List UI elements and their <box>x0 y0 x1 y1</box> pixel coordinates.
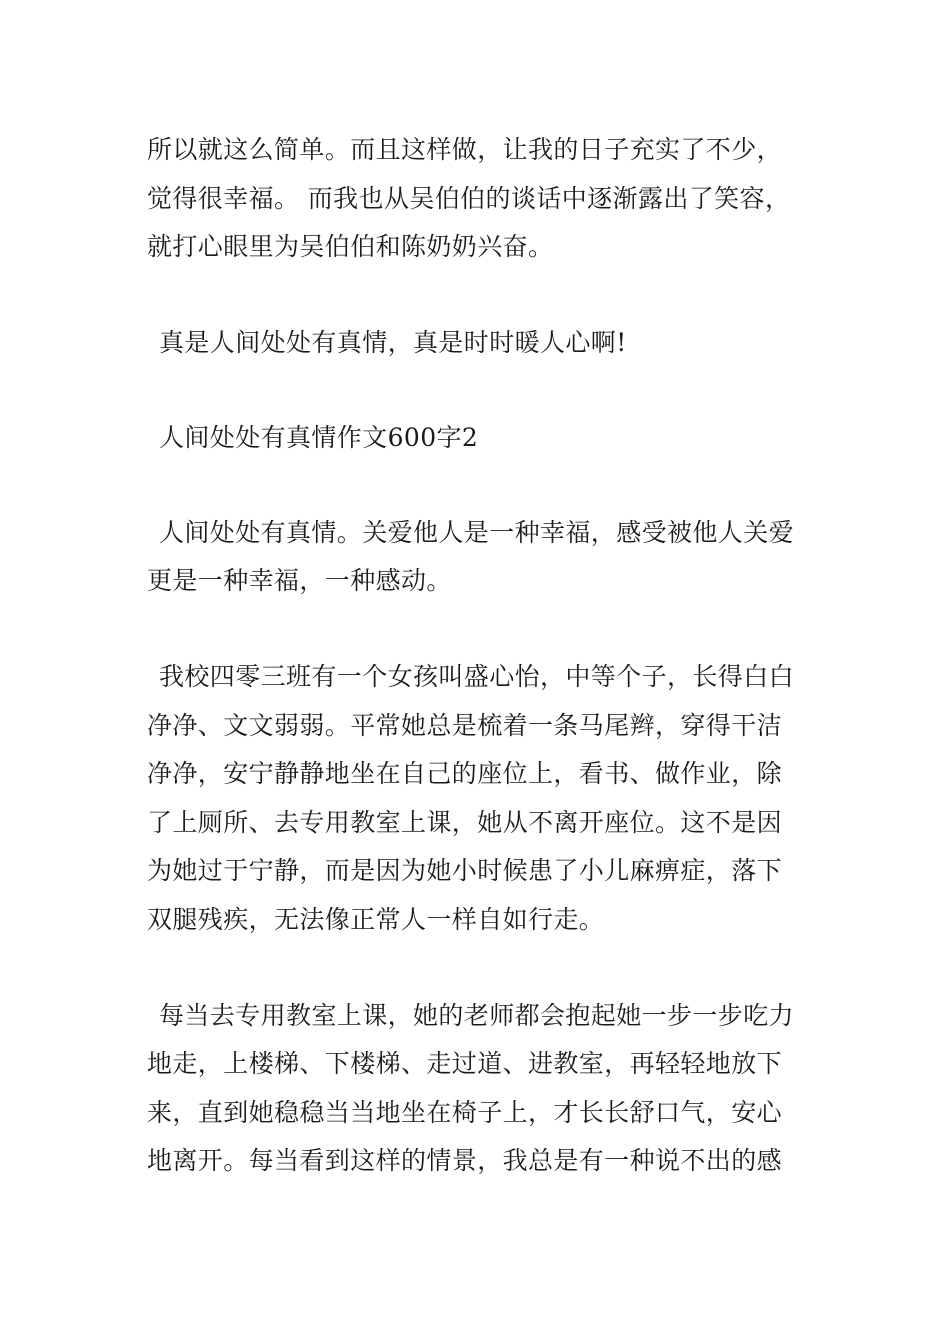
text-line: 所以就这么简单。而且这样做，让我的日子充实了不少， <box>147 135 783 164</box>
text-line: 地离开。每当看到这样的情景，我总是有一种说不出的感 <box>147 1146 783 1176</box>
text-line: 为她过于宁静，而是因为她小时候患了小儿麻痹症，落下 <box>147 856 783 886</box>
text-line: 人间处处有真情。关爱他人是一种幸福，感受被他人关爱 <box>159 517 795 547</box>
text-line: 双腿残疾，无法像正常人一样自如行走。 <box>147 904 605 934</box>
paragraph-exclamation <box>147 319 807 367</box>
text-line: 了上厕所、去专用教室上课，她从不离开座位。这不是因 <box>147 807 783 837</box>
paragraph-story <box>147 653 807 945</box>
text-line: 每当去专用教室上课，她的老师都会抱起她一步一步吃力 <box>159 1000 795 1030</box>
heading-text: 人间处处有真情作文600字2 <box>159 422 479 452</box>
text-line: 净净、文文弱弱。平常她总是梳着一条马尾辫，穿得干洁 <box>147 710 783 740</box>
paragraph-continued <box>147 126 807 272</box>
text-line: 来，直到她稳稳当当地坐在椅子上，才长长舒口气，安心 <box>147 1097 783 1127</box>
text-line: 净净，安宁静静地坐在自己的座位上，看书、做作业，除 <box>147 759 783 789</box>
essay-body <box>147 126 807 1233</box>
text-line: 真是人间处处有真情，真是时时暖人心啊! <box>159 327 627 357</box>
text-line: 就打心眼里为吴伯伯和陈奶奶兴奋。 <box>147 232 554 262</box>
essay-heading <box>147 414 807 462</box>
paragraph-teacher <box>147 992 807 1186</box>
text-line: 我校四零三班有一个女孩叫盛心怡，中等个子，长得白白 <box>159 661 795 691</box>
text-line: 地走，上楼梯、下楼梯、走过道、进教室，再轻轻地放下 <box>147 1049 783 1079</box>
text-line: 更是一种幸福，一种感动。 <box>147 566 452 596</box>
text-line: 觉得很幸福。 而我也从吴伯伯的谈话中逐渐露出了笑容， <box>147 183 791 213</box>
paragraph-intro <box>147 509 807 606</box>
